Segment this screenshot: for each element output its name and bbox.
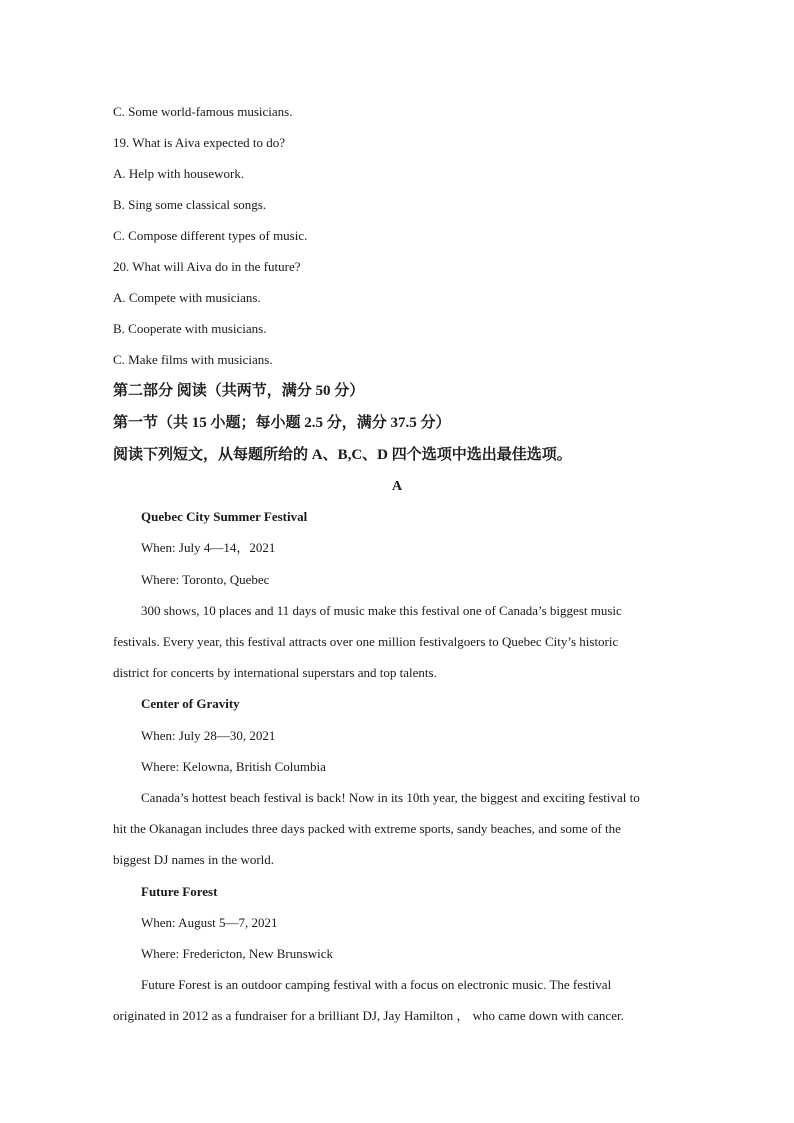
- festival-3-name: Future Forest: [141, 884, 218, 899]
- q20-option-b: B. Cooperate with musicians.: [113, 321, 267, 336]
- festival-2-where: Where: Kelowna, British Columbia: [141, 759, 326, 774]
- passage-label: A: [391, 479, 403, 494]
- festival-1-desc-line-2: festivals. Every year, this festival attracts over one million festivalgoers to Quebec City’s historic: [113, 634, 619, 649]
- instructions: 阅读下列短文，从每题所给的 A、B,C、D 四个选项中选出最佳选项。: [113, 447, 572, 463]
- festival-3-when: When: August 5—7, 2021: [141, 915, 278, 930]
- q20-stem: 20. What will Aiva do in the future?: [113, 259, 301, 274]
- q18-option-c: C. Some world-famous musicians.: [113, 104, 293, 119]
- festival-1-desc-line-3: district for concerts by international superstars and top talents.: [113, 665, 437, 680]
- festival-3-desc-line-1: Future Forest is an outdoor camping festival with a focus on electronic music. The festival: [141, 977, 612, 992]
- festival-2-desc-line-2: hit the Okanagan includes three days packed with extreme sports, sandy beaches, and some of the: [113, 821, 621, 836]
- festival-1-name: Quebec City Summer Festival: [141, 509, 308, 524]
- festival-2-desc-line-1: Canada’s hottest beach festival is back! Now in its 10th year, the biggest and exciting festival to: [141, 790, 640, 805]
- festival-1-desc-line-1: 300 shows, 10 places and 11 days of music make this festival one of Canada’s biggest music: [141, 603, 622, 618]
- subsection-title: 第一节（共 15 小题；每小题 2.5 分，满分 37.5 分）: [113, 415, 451, 431]
- festival-2-desc-line-3: biggest DJ names in the world.: [113, 852, 275, 867]
- festival-1-when: When: July 4—14，2021: [141, 540, 276, 555]
- q19-option-c: C. Compose different types of music.: [113, 228, 308, 243]
- festival-2-name: Center of Gravity: [141, 696, 240, 711]
- q20-option-a: A. Compete with musicians.: [113, 290, 261, 305]
- q20-option-c: C. Make films with musicians.: [113, 352, 273, 367]
- part-title: 第二部分 阅读（共两节，满分 50 分）: [113, 383, 365, 399]
- q19-stem: 19. What is Aiva expected to do?: [113, 135, 285, 150]
- q19-option-b: B. Sing some classical songs.: [113, 197, 267, 212]
- festival-1-where: Where: Toronto, Quebec: [141, 572, 270, 587]
- festival-2-when: When: July 28—30, 2021: [141, 728, 276, 743]
- festival-3-where: Where: Fredericton, New Brunswick: [141, 946, 334, 961]
- q19-option-a: A. Help with housework.: [113, 166, 245, 181]
- festival-3-desc-line-2: originated in 2012 as a fundraiser for a brilliant DJ, Jay Hamilton ， who came down with cancer.: [113, 1008, 624, 1023]
